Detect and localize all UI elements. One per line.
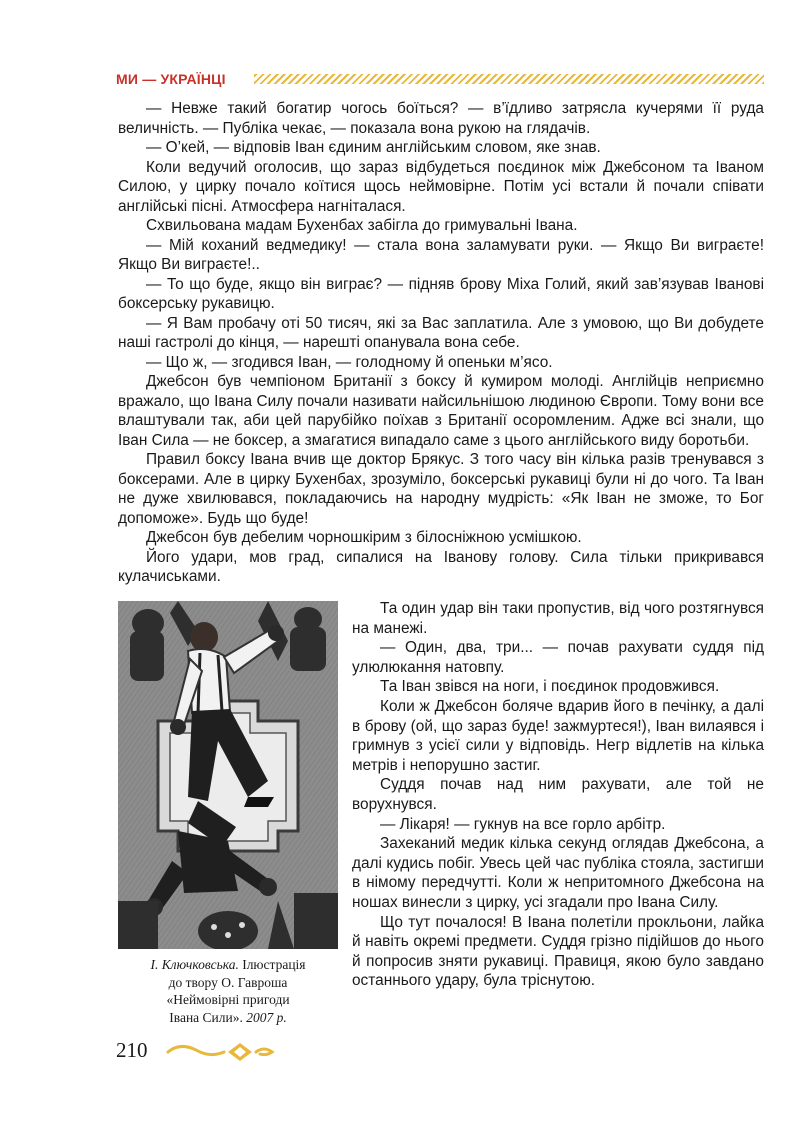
caption-text: Івана Сили». (169, 1009, 247, 1025)
paragraph: — Невже такий богатир чогось боїться? — в’їдливо затрясла кучерями її руда величність. — Публіка чекає, — показала вона рукою на глядачів. (118, 100, 764, 137)
main-text (118, 99, 764, 587)
caption-line: «Неймовірні пригоди (166, 992, 290, 1007)
paragraph: Джебсон був дебелим чорношкірим з білосніжною усмішкою. (146, 529, 582, 546)
paragraph: — Один, два, три... — почав рахувати суддя під улюлюкання натовпу. (352, 639, 764, 676)
paragraph: Захеканий медик кілька секунд оглядав Джебсона, а далі кудись побіг. Увесь цей час публіка стояла, застигши в німому передчутті. Коли ж непритомного Джебсона на ношах винесли з цирку, усі згадали про Івана Силу. (352, 835, 764, 911)
caption-line (118, 1009, 338, 1027)
caption-text: Ілюстрація (238, 957, 306, 972)
paragraph: Коли ведучий оголосив, що зараз відбудеться поєдинок між Джебсоном та Іваном Силою, у цирку почало коїтися щось неймовірне. Потім усі встали й почали співати англійські пісні. Атмосфера нагніталася. (118, 158, 764, 215)
illustration-caption (118, 956, 338, 1026)
paragraph: Що тут почалося! В Івана полетіли прокльони, лайка й навіть окремі предмети. Суддя грізно підійшов до нього й попросив зняти рукавиці. Правиця, якою було завдано останнього удару, була тріснутою. (352, 913, 764, 990)
paragraph: — Мій коханий ведмедику! — стала вона заламувати руки. — Якщо Ви виграєте! Якщо Ви виграєте!.. (118, 236, 764, 273)
page-footer (116, 1037, 286, 1067)
paragraph: — Я Вам пробачу оті 50 тисяч, які за Вас заплатила. Але з умовою, що Ви добудете наші гастролі до кінця, — нарешті опанувала вона себе. (118, 314, 764, 351)
page-number: 210 (116, 1038, 148, 1062)
caption-line (118, 956, 338, 974)
paragraph: — То що буде, якщо він виграє? — підняв брову Міха Голий, який зав’язував Іванові боксерську рукавицю. (118, 275, 764, 312)
paragraph: Джебсон був чемпіоном Британії з боксу й кумиром молоді. Англійців неприємно вражало, що Івана Силу почали називати найсильнішою людиною Європи. Тому вони все влаштували так, аби цей парубійко поїхав з Британії осоромленим. Адже всі знали, що Іван Сила — не боксер, а змагатися випадало саме з цього англійського виду боротьби. (118, 373, 764, 449)
running-head (116, 70, 764, 88)
caption-year: 2007 р. (246, 1009, 287, 1025)
paragraph: Схвильована мадам Бухенбах забігла до гримувальні Івана. (146, 217, 578, 234)
paragraph: Та Іван звівся на ноги, і поєдинок продовжився. (380, 678, 720, 696)
decorative-stripe-band (254, 74, 764, 84)
paragraph: — Що ж, — згодився Іван, — голодному й опеньки м’ясо. (146, 353, 553, 371)
paragraph: Та один удар він таки пропустив, від чого розтягнувся на манежі. (352, 600, 764, 637)
paragraph: Суддя почав над ним рахувати, але той не ворухнувся. (352, 776, 764, 813)
section-title: МИ — УКРАЇНЦІ (116, 71, 226, 87)
paragraph: Правил боксу Івана вчив ще доктор Брякус. З того часу він кілька разів тренувався з боксерами. Але в цирку Бухенбах, зрозуміло, боксерські рукавиці були ні до чого. Та Іван не дуже хвилювався, покладаючись на народну мудрість: «Як Іван не зможе, то Бог допоможе». Будь що буде! (118, 451, 764, 527)
caption-line: до твору О. Гавроша (168, 974, 288, 990)
paragraph: Його удари, мов град, сипалися на Іванову голову. Сила тільки прикривався кулачиськами. (118, 548, 764, 585)
paragraph: — Лікаря! — гукнув на все горло арбітр. (380, 815, 666, 833)
ornament-icon (166, 1040, 278, 1064)
paragraph: Коли ж Джебсон боляче вдарив його в печінку, а далі в брову (ой, що зараз буде! зажмуртеся!), Іван вилаявся і гримнув з усієї сили у відповідь. Негр відлетів на кілька метрів і непорушно застиг. (352, 697, 764, 774)
paragraph: — О’кей, — відповів Іван єдиним англійським словом, яке знав. (146, 139, 601, 156)
right-column-text (352, 599, 764, 991)
boxing-illustration (118, 601, 338, 949)
caption-artist: І. Ключковська. (150, 957, 239, 972)
